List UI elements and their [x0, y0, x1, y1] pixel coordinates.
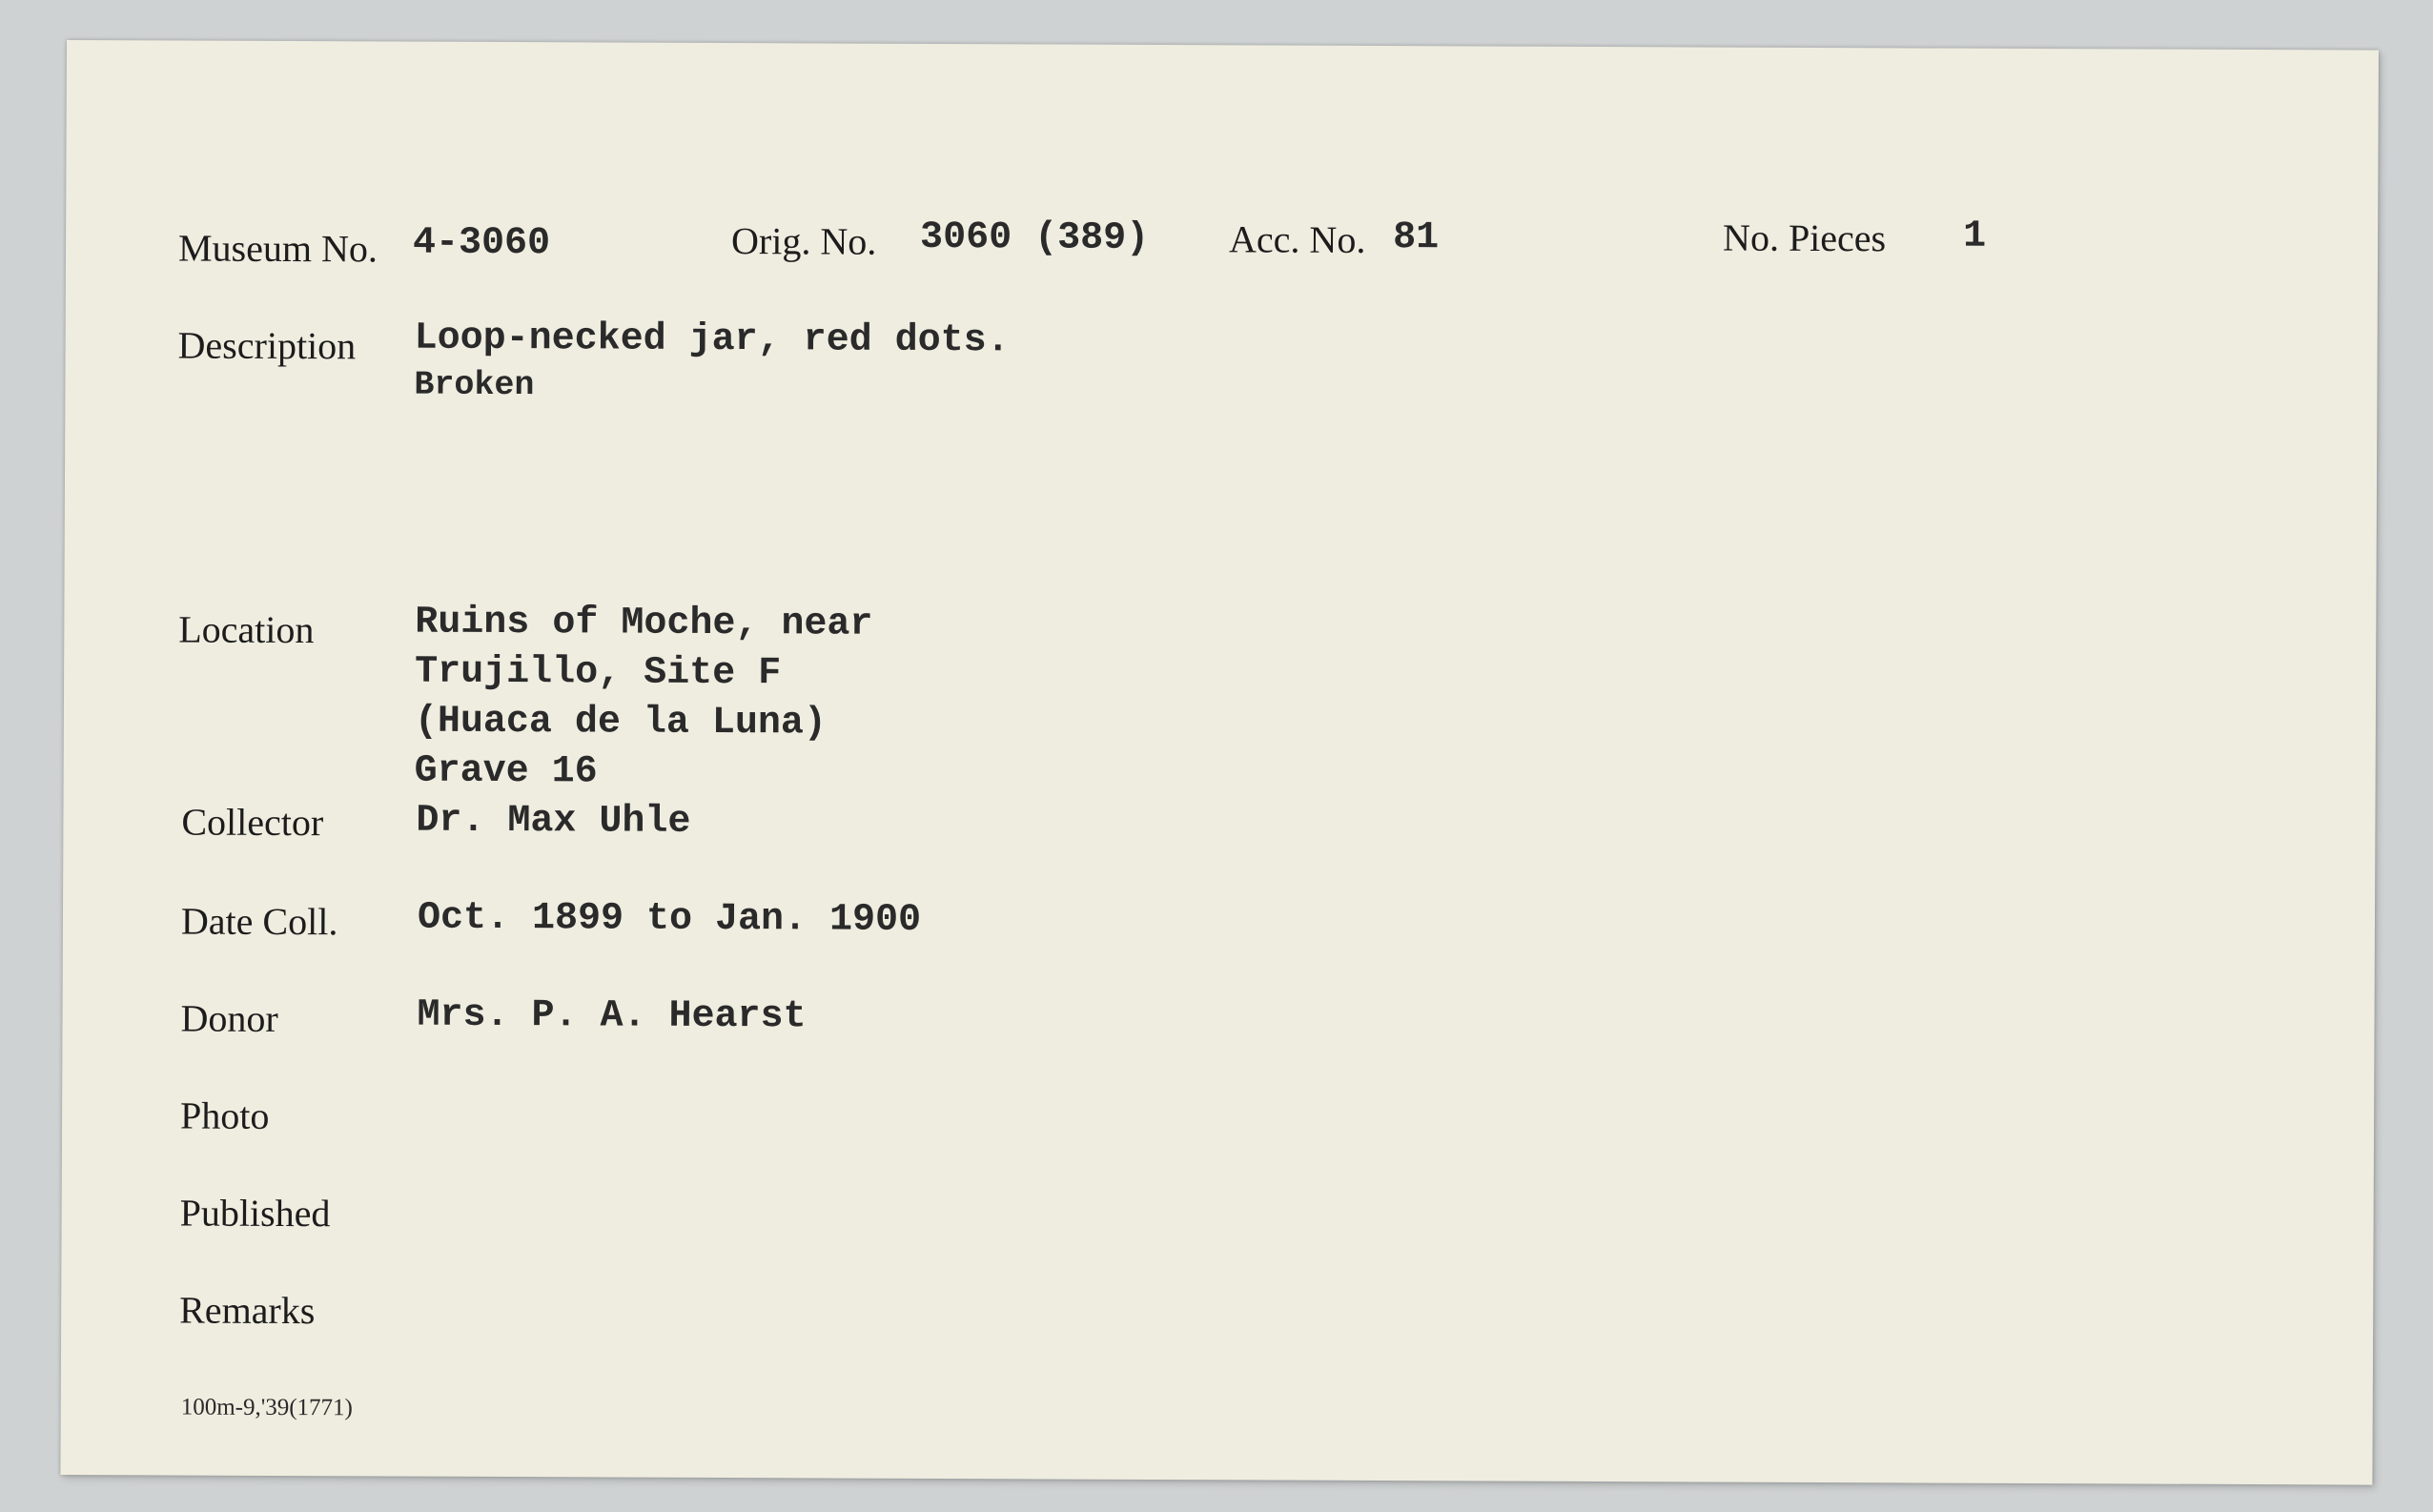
print-code: 100m-9,'39(1771) [180, 1394, 353, 1421]
acc-no-value: 81 [1393, 216, 1440, 260]
orig-no-value: 3060 (389) [920, 215, 1150, 260]
catalog-card [60, 40, 2379, 1485]
location-line: Trujillo, Site F [415, 650, 782, 696]
collector-value: Dr. Max Uhle [416, 799, 691, 844]
description-line: Broken [414, 365, 535, 405]
orig-no-label: Orig. No. [730, 219, 877, 263]
collector-label: Collector [181, 800, 324, 845]
museum-no-label: Museum No. [177, 226, 378, 271]
location-value [415, 599, 873, 799]
location-line: Ruins of Moche, near [415, 601, 873, 646]
remarks-label: Remarks [179, 1288, 316, 1333]
description-value [414, 315, 1010, 409]
published-label: Published [179, 1191, 331, 1236]
no-pieces-label: No. Pieces [1723, 215, 1887, 260]
acc-no-label: Acc. No. [1229, 217, 1366, 261]
date-coll-value: Oct. 1899 to Jan. 1900 [417, 896, 922, 942]
donor-value: Mrs. P. A. Hearst [417, 993, 807, 1039]
location-label: Location [178, 607, 315, 652]
no-pieces-value: 1 [1963, 215, 1987, 258]
museum-no-value: 4-3060 [412, 221, 551, 266]
donor-label: Donor [180, 996, 278, 1040]
location-line: Grave 16 [414, 749, 598, 794]
description-line: Loop-necked jar, red dots. [414, 317, 1010, 363]
description-label: Description [177, 323, 357, 368]
photo-label: Photo [179, 1093, 270, 1137]
location-line: (Huaca de la Luna) [414, 700, 828, 746]
date-coll-label: Date Coll. [180, 899, 338, 944]
